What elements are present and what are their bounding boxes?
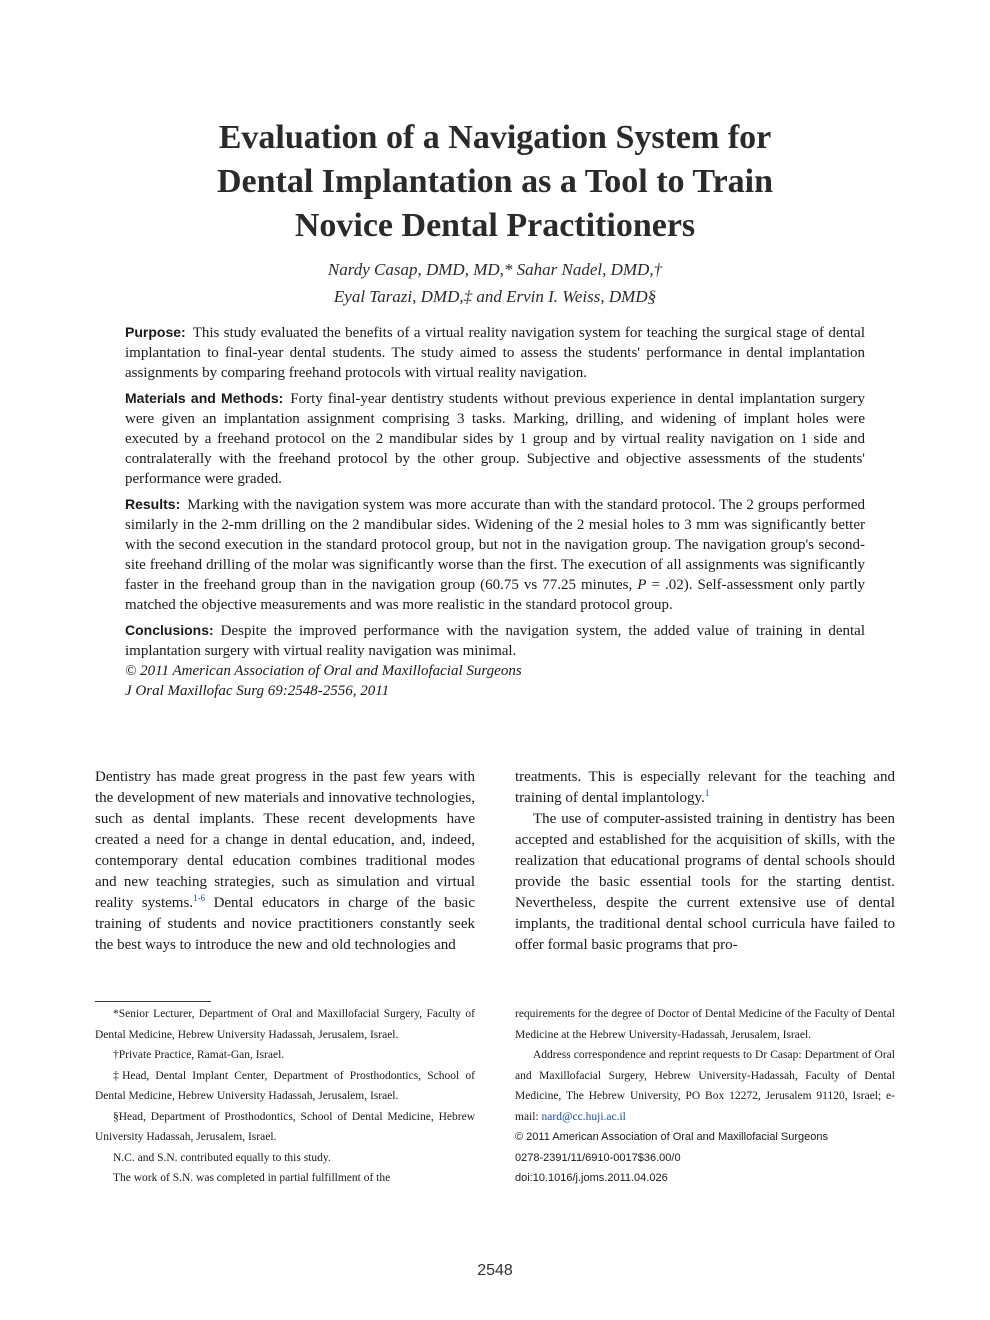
footnote-correspondence	[515, 1045, 895, 1127]
author-line: Eyal Tarazi, DMD,‡ and Ervin I. Weiss, DMD§	[333, 287, 657, 306]
results-text-cont: = .02). Self-assessment only partly matched the objective measurements and was more realistic in the standard protocol group.	[125, 577, 866, 613]
body-paragraph	[95, 767, 475, 956]
footnote-copyright: © 2011 American Association of Oral and Maxillofacial Surgeons	[515, 1131, 829, 1143]
body-text: Dentistry has made great progress in the past few years with the development of new materials and innovative technologies, such as dental implants. These recent developments have created a need for a change in dental education, and, indeed, contemporary dental education combines traditional modes and new teaching strategies, such as simulation and virtual reality systems.	[95, 769, 475, 911]
results-label: Results:	[125, 496, 181, 512]
issn: 0278-2391/11/6910-0017$36.00/0	[515, 1151, 681, 1164]
reference-link[interactable]: 1-6	[193, 893, 206, 903]
footnotes-left	[95, 1004, 475, 1189]
footnote: §Head, Department of Prosthodontics, School of Dental Medicine, Hebrew University Hadassah, Jerusalem, Israel.	[95, 1110, 475, 1143]
body-column-left	[95, 767, 475, 956]
footnote: requirements for the degree of Doctor of Dental Medicine of the Faculty of Dental Medicine at the Hebrew University-Hadassah, Jerusalem, Israel.	[515, 1008, 895, 1041]
results-text: Marking with the navigation system was more accurate than with the standard protocol. The 2 groups performed similarly in the 2-mm drilling on the 2 mandibular sides. Widening of the 2 mesial holes to 3 mm was significantly better with the second execution in the standard protocol group, but not in the navigation group. The navigation group's second-site freehand drilling of the molar was significantly worse than the first. The execution of all assignments was significantly faster in the freehand group than in the navigation group (60.75 vs 77.25 minutes,	[125, 497, 865, 593]
body-text: treatments. This is especially relevant for the teaching and training of dental implantology.	[515, 769, 895, 806]
footnote: *Senior Lecturer, Department of Oral and Maxillofacial Surgery, Faculty of Dental Medicine, Hebrew University Hadassah, Jerusalem, Israel.	[95, 1008, 475, 1041]
title-line: Dental Implantation as a Tool to Train	[216, 163, 774, 200]
reference-link[interactable]: 1	[704, 788, 710, 798]
purpose-text: This study evaluated the benefits of a virtual reality navigation system for teaching the surgical stage of dental implantation to final-year dental students. The study aimed to assess the students' performance in dental implantation assignments by comparing freehand protocols with virtual reality navigation.	[125, 325, 865, 381]
conclusions-label: Conclusions:	[125, 622, 214, 638]
abstract-results	[125, 494, 865, 615]
abstract-conclusions	[125, 620, 865, 661]
footnotes-right	[515, 1004, 895, 1189]
purpose-label: Purpose:	[125, 324, 186, 340]
author-list	[95, 256, 895, 310]
abstract	[125, 322, 865, 701]
journal-citation: J Oral Maxillofac Surg 69:2548-2556, 2011	[125, 683, 390, 699]
methods-text: Forty final-year dentistry students without previous experience in dental implantation surgery were given an implantation assignment comprising 3 tasks. Marking, drilling, and widening of implant holes were executed by a freehand protocol on the 2 mandibular sides by 1 group and by virtual reality navigation on 1 side and contralaterally with the freehand protocol by the other group. Subjective and objective assessments of the students' performance were graded.	[125, 391, 865, 487]
correspondence-text: Address correspondence and reprint requests to Dr Casap: Department of Oral and Maxillofacial Surgery, Hebrew University-Hadassah, Faculty of Dental Medicine, The Hebrew University, PO Box 12272, Jerusalem 91120, Israel; e-mail:	[515, 1049, 895, 1123]
footnote: N.C. and S.N. contributed equally to this study.	[113, 1151, 331, 1164]
body-column-right	[515, 767, 895, 956]
doi[interactable]: doi:10.1016/j.joms.2011.04.026	[515, 1172, 668, 1184]
abstract-copyright: © 2011 American Association of Oral and Maxillofacial Surgeons	[125, 663, 522, 679]
abstract-methods	[125, 388, 865, 489]
article-title	[95, 116, 895, 248]
methods-label: Materials and Methods:	[125, 390, 284, 406]
body-text: Dental educators in charge of the basic training of students and novice practitioners constantly seek the best ways to introduce the new and old technologies and	[95, 895, 475, 953]
body-paragraph	[515, 767, 895, 809]
email-link[interactable]: nard@cc.huji.ac.il	[541, 1110, 626, 1123]
abstract-purpose	[125, 322, 865, 383]
footnote-divider	[95, 1001, 211, 1002]
page-number: 2548	[477, 1262, 513, 1279]
title-line: Evaluation of a Navigation System for	[218, 119, 772, 156]
p-value-symbol: P	[637, 577, 647, 593]
footnote: ‡Head, Dental Implant Center, Department of Prosthodontics, School of Dental Medicine, Hebrew University Hadassah, Jerusalem, Israel.	[95, 1069, 475, 1102]
footnote: †Private Practice, Ramat-Gan, Israel.	[113, 1049, 285, 1061]
author-line: Nardy Casap, DMD, MD,* Sahar Nadel, DMD,†	[327, 260, 663, 279]
footnote: The work of S.N. was completed in partial fulfillment of the	[113, 1172, 391, 1184]
body-paragraph: The use of computer-assisted training in dentistry has been accepted and established for the acquisition of skills, with the realization that educational programs of dental schools should provide the basic essential tools for the starting dentist. Nevertheless, despite the current extensive use of dental implants, the traditional dental school curricula have failed to offer formal basic programs that pro-	[515, 811, 895, 953]
title-line: Novice Dental Practitioners	[294, 207, 696, 244]
conclusions-text: Despite the improved performance with the navigation system, the added value of training in dental implantation surgery with virtual reality navigation was minimal.	[125, 623, 865, 659]
